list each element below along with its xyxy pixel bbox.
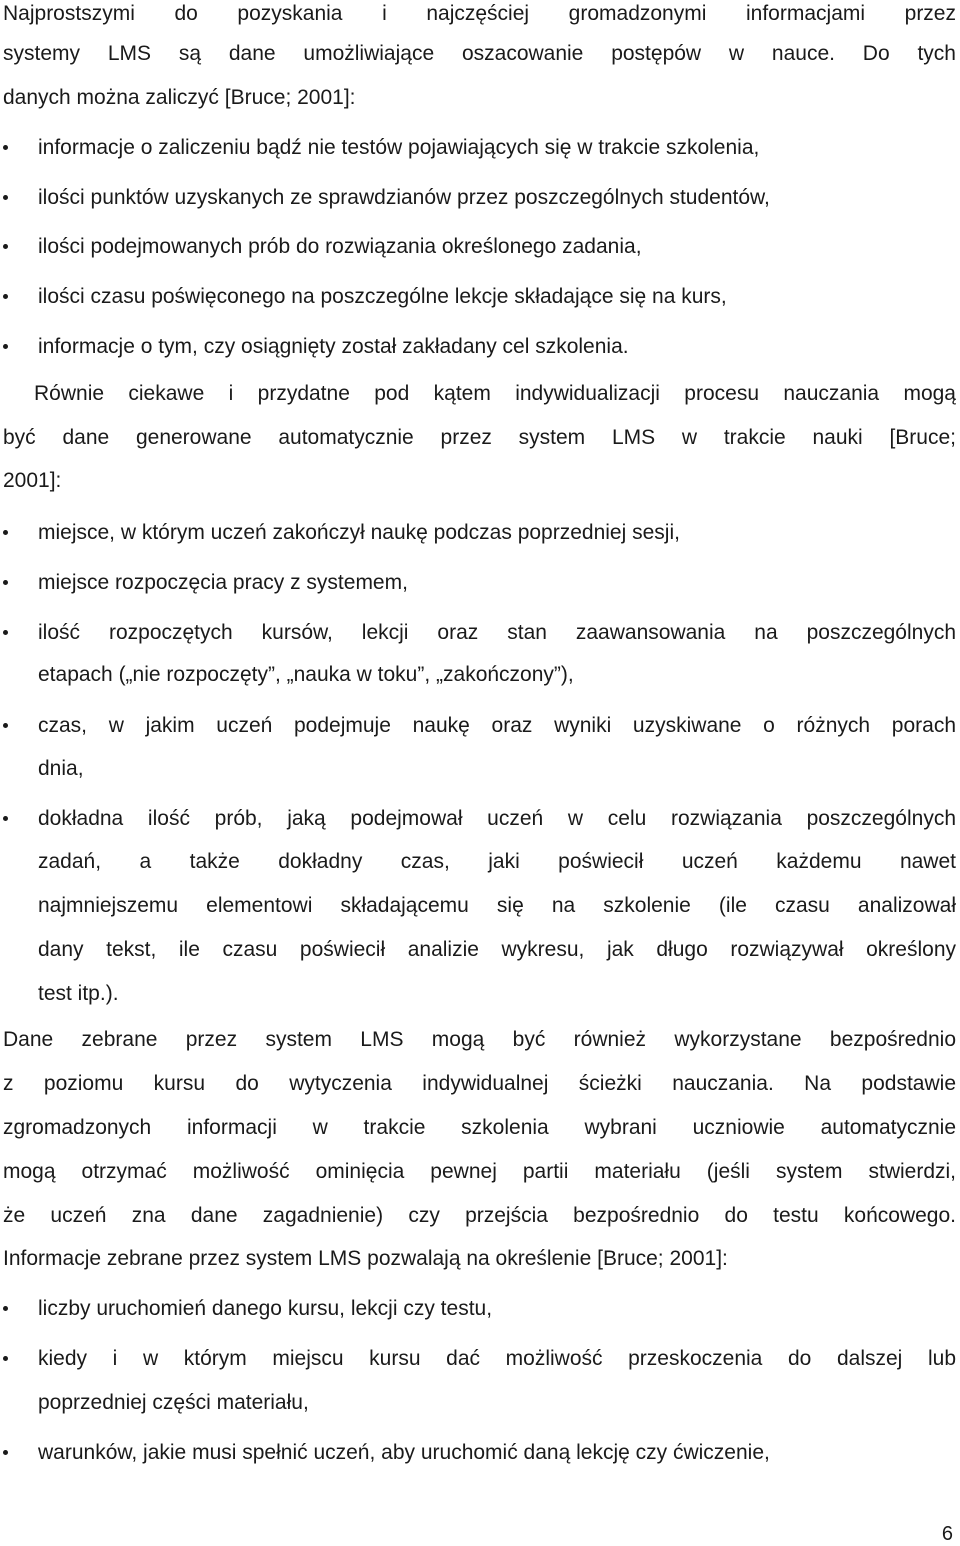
para3-line-4: mogą otrzymać możliwość ominięcia pewnej partii materiału (jeśli system stwierdzi, <box>3 1160 956 1183</box>
bullet-icon <box>3 630 8 635</box>
list2-item-3-line-1: ilość rozpoczętych kursów, lekcji oraz stan zaawansowania na poszczególnych <box>38 621 956 644</box>
list2-item-3-line-2: etapach („nie rozpoczęty”, „nauka w toku”, „zakończony”), <box>38 663 574 686</box>
list2-item-5-line-4: dany tekst, ile czasu poświecił analizie wykresu, jak długo rozwiązywał określony <box>38 938 956 961</box>
list1-item-3: ilości podejmowanych prób do rozwiązania określonego zadania, <box>38 235 642 258</box>
list2-item-5-line-2: zadań, a także dokładny czas, jaki poświecił uczeń każdemu nawet <box>38 850 956 873</box>
para2-line-3: 2001]: <box>3 469 62 492</box>
bullet-icon <box>3 1356 8 1361</box>
list3-item-2-line-1: kiedy i w którym miejscu kursu dać możliwość przeskoczenia do dalszej lub <box>38 1347 956 1370</box>
list3-item-3: warunków, jakie musi spełnić uczeń, aby uruchomić daną lekcję czy ćwiczenie, <box>38 1441 770 1464</box>
bullet-icon <box>3 244 8 249</box>
list2-item-4-line-1: czas, w jakim uczeń podejmuje naukę oraz wyniki uzyskiwane o różnych porach <box>38 714 956 737</box>
list1-item-5: informacje o tym, czy osiągnięty został zakładany cel szkolenia. <box>38 335 629 358</box>
bullet-icon <box>3 580 8 585</box>
para2-line-2: być dane generowane automatycznie przez system LMS w trakcie nauki [Bruce; <box>3 426 956 449</box>
list3-item-2-line-2: poprzedniej części materiału, <box>38 1391 309 1414</box>
bullet-icon <box>3 344 8 349</box>
page-number: 6 <box>941 1523 953 1545</box>
para3-line-5: że uczeń zna dane zagadnienie) czy przejścia bezpośrednio do testu końcowego. <box>3 1204 956 1227</box>
list1-item-4: ilości czasu poświęconego na poszczególne lekcje składające się na kurs, <box>38 285 727 308</box>
list2-item-5-line-1: dokładna ilość prób, jaką podejmował uczeń w celu rozwiązania poszczególnych <box>38 807 956 830</box>
bullet-icon <box>3 530 8 535</box>
bullet-icon <box>3 816 8 821</box>
para1-line-1: Najprostszymi do pozyskania i najczęściej gromadzonymi informacjami przez <box>3 2 956 25</box>
para2-line-1: Równie ciekawe i przydatne pod kątem indywidualizacji procesu nauczania mogą <box>34 382 956 405</box>
list2-item-2: miejsce rozpoczęcia pracy z systemem, <box>38 571 408 594</box>
bullet-icon <box>3 723 8 728</box>
list1-item-1: informacje o zaliczeniu bądź nie testów pojawiających się w trakcie szkolenia, <box>38 136 760 159</box>
para1-line-2: systemy LMS są dane umożliwiające oszacowanie postępów w nauce. Do tych <box>3 42 956 65</box>
para3-line-3: zgromadzonych informacji w trakcie szkolenia wybrani uczniowie automatycznie <box>3 1116 956 1139</box>
bullet-icon <box>3 1450 8 1455</box>
list2-item-5-line-5: test itp.). <box>38 982 119 1005</box>
list2-item-5-line-3: najmniejszemu elementowi składającemu się na szkolenie (ile czasu analizował <box>38 894 956 917</box>
para3-line-2: z poziomu kursu do wytyczenia indywidualnej ścieżki nauczania. Na podstawie <box>3 1072 956 1095</box>
list1-item-2: ilości punktów uzyskanych ze sprawdzianów przez poszczególnych studentów, <box>38 186 770 209</box>
para1-line-3: danych można zaliczyć [Bruce; 2001]: <box>3 86 356 109</box>
list2-item-1: miejsce, w którym uczeń zakończył naukę podczas poprzedniej sesji, <box>38 521 680 544</box>
list3-item-1: liczby uruchomień danego kursu, lekcji czy testu, <box>38 1297 493 1320</box>
para3-line-6: Informacje zebrane przez system LMS pozwalają na określenie [Bruce; 2001]: <box>3 1247 728 1270</box>
bullet-icon <box>3 1306 8 1311</box>
bullet-icon <box>3 195 8 200</box>
list2-item-4-line-2: dnia, <box>38 757 84 780</box>
para3-line-1: Dane zebrane przez system LMS mogą być również wykorzystane bezpośrednio <box>3 1028 956 1051</box>
bullet-icon <box>3 294 8 299</box>
bullet-icon <box>3 145 8 150</box>
